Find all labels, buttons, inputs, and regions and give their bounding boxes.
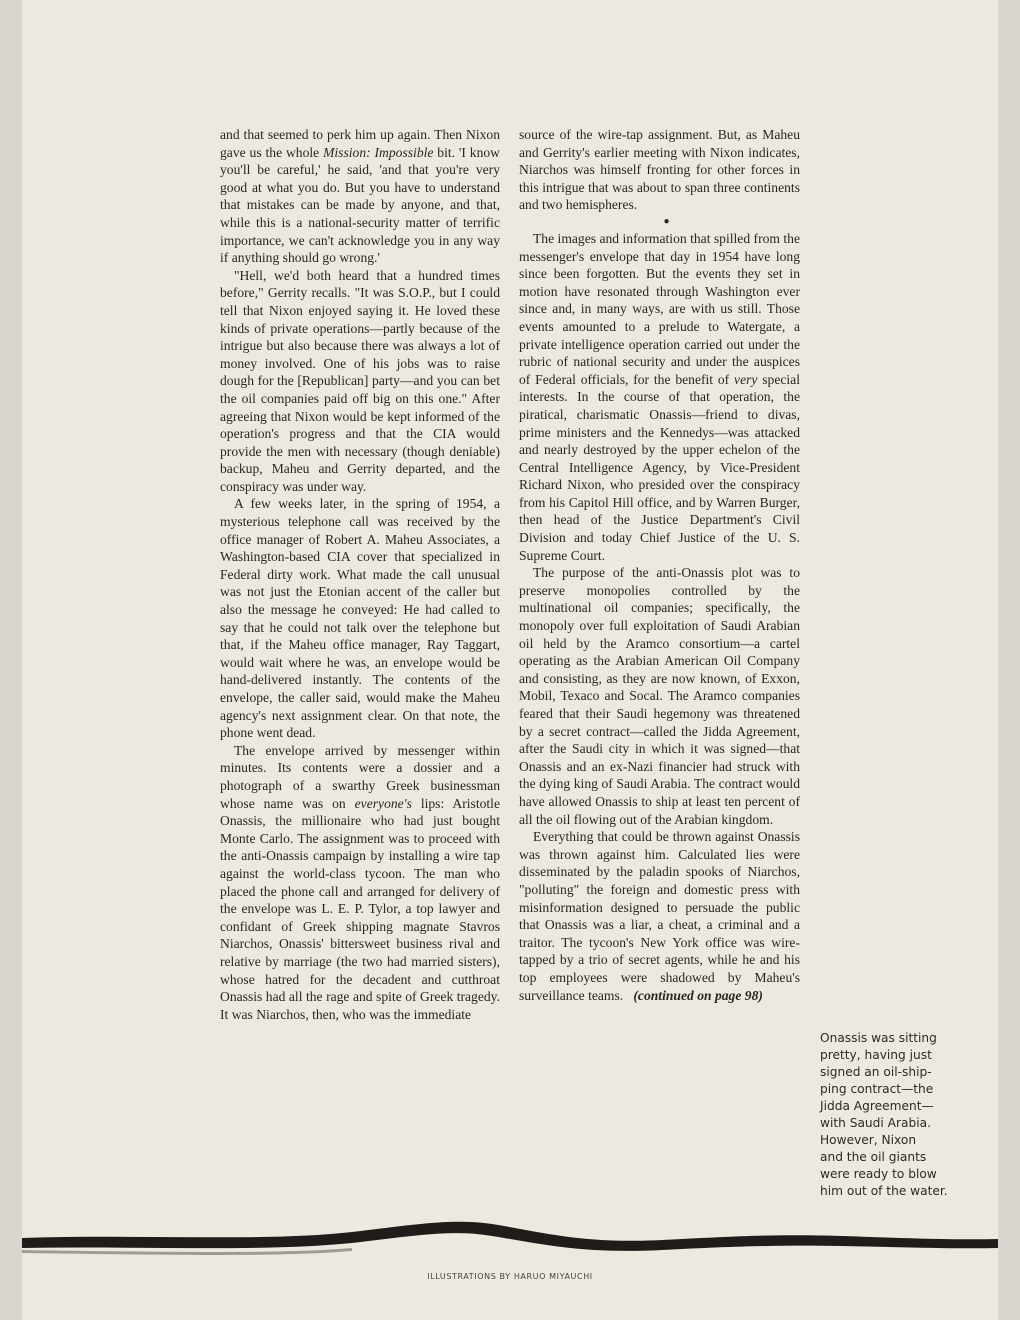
caption-line: Onassis was sitting — [820, 1031, 937, 1045]
caption-line: and the oil giants — [820, 1150, 927, 1164]
caption-line: signed an oil-ship- — [820, 1065, 932, 1079]
paragraph-text: special interests. In the course of that operation, the piratical, charismatic Onassis—friend to divas, prime ministers and the Kennedys—was attacked and nearly destroyed by the upper echelon of the Central Intelligence Agency, by Vice-President Richard Nixon, who presided over the conspiracy from his Capitol Hill office, and by Warren Burger, then head of the Justice Department's Civil Division and today Chief Justice of the U. S. Supreme Court. — [519, 371, 800, 563]
text-column-left — [220, 126, 500, 1023]
paragraph — [519, 828, 800, 1004]
paragraph-text: Everything that could be thrown against Onassis was thrown against him. Calculated lies were disseminated by the paladin spooks of Niarchos, "polluting" the foreign and domestic press with misinformation designed to persuade the public that Onassis was a liar, a cheat, a criminal and a traitor. The tycoon's New York office was wire-tapped by a trio of secret agents, while he and his top employees were shadowed by Maheu's surveillance teams. — [519, 829, 800, 1003]
paragraph: The purpose of the anti-Onassis plot was to preserve monopolies controlled by the multinational oil companies; specifically, the monopoly over full exploitation of Saudi Arabian oil held by the Aramco consortium—a cartel operating as the Arabian American Oil Company and consisting, as they are now known, of Exxon, Mobil, Texaco and Socal. The Aramco companies feared that their Saudi hegemony was threatened by a secret contract—called the Jidda Agreement, after the Saudi city in which it was signed—that Onassis and an ex-Nazi financier had struck with the dying king of Saudi Arabia. The contract would have allowed Onassis to ship at least ten percent of all the oil flowing out of the Arabian kingdom. — [519, 565, 800, 827]
pull-quote-caption — [820, 1030, 960, 1200]
caption-line: were ready to blow — [820, 1167, 937, 1181]
italic-word: everyone's — [354, 795, 412, 811]
paragraph — [220, 742, 500, 1024]
paragraph-text: The envelope arrived by messenger within minutes. Its contents were a dossier and a photograph of a swarthy Greek businessman whose name was on — [220, 742, 500, 811]
paragraph — [519, 230, 800, 564]
continued-note: (continued on page 98) — [633, 987, 763, 1003]
caption-line: him out of the water. — [820, 1184, 948, 1198]
paragraph: "Hell, we'd both heard that a hundred times before," Gerrity recalls. "It was S.O.P., but I could tell that Nixon enjoyed saying it. He loved these kinds of private operations—partly because of the intrigue but also because there was always a lot of money involved. One of his jobs was to raise dough for the [Republican] party—and you can bet the oil companies paid off big on this one." After agreeing that Nixon would be kept informed of the operation's progress and that the CIA would provide the men with necessary (though deniable) backup, Maheu and Gerrity departed, and the conspiracy was under way. — [220, 267, 500, 494]
paragraph: A few weeks later, in the spring of 1954, a mysterious telephone call was received by the office manager of Robert A. Maheu Associates, a Washington-based CIA cover that specialized in Federal dirty work. What made the call unusual was not just the Etonian accent of the caller but also the message he conveyed: He had called to say that he could not talk over the telephone but that, if the Maheu office manager, Ray Taggart, would wait where he was, an envelope would be hand-delivered instantly. The contents of the envelope, the caller said, would make the Maheu agency's next assignment clear. On that note, the phone went dead. — [220, 496, 500, 741]
magazine-page — [22, 0, 998, 1320]
italic-title: Mission: Impossible — [323, 144, 434, 160]
italic-word: very — [734, 371, 758, 387]
paragraph: source of the wire-tap assignment. But, as Maheu and Gerrity's earlier meeting with Nixon indicates, Niarchos was himself fronting for other forces in this intrigue that was about to span three continents and two hemispheres. — [519, 127, 800, 213]
decorative-wave-rule — [22, 1212, 998, 1262]
paragraph — [220, 126, 500, 267]
illustration-credit: ILLUSTRATIONS BY HARUO MIYAUCHI — [427, 1272, 593, 1281]
paragraph-text: bit. 'I know you'll be careful,' he said, 'and that you're very good at what you do. But you have to understand that mistakes can be made by anyone, and that, while this is a national-security matter of terrific importance, we can't acknowledge you in any way if anything should go wrong.' — [220, 144, 500, 266]
paragraph-text: lips: Aristotle Onassis, the millionaire who had just bought Monte Carlo. The assignment was to proceed with the anti-Onassis campaign by installing a wire tap against the world-class tycoon. The man who placed the phone call and arranged for delivery of the envelope was L. E. P. Tylor, a top lawyer and confidant of Greek shipping magnate Stavros Niarchos, Onassis' bittersweet business rival and relative by marriage (the two had married sisters), whose hatred for the decadent and cutthroat Onassis had all the rage and spite of Greek tragedy. It was Niarchos, then, who was the immediate — [220, 795, 500, 1022]
text-column-right — [519, 126, 800, 1004]
caption-line: ping contract—the — [820, 1082, 934, 1096]
section-separator: ● — [663, 215, 670, 227]
caption-line: with Saudi Arabia. — [820, 1116, 931, 1130]
caption-line: However, Nixon — [820, 1133, 917, 1147]
paragraph-text: The images and information that spilled from the messenger's envelope that day in 1954 have long since been forgotten. But the events they set in motion have resonated through Washington ever since and, in many ways, are with us still. Those events amounted to a prelude to Watergate, a private intelligence operation carried out under the rubric of national security and under the auspices of Federal officials, for the benefit of — [519, 230, 800, 387]
caption-line: Jidda Agreement— — [820, 1099, 934, 1113]
paragraph-text: and that seemed to perk him up again. Then Nixon gave us the whole — [220, 127, 500, 160]
caption-line: pretty, having just — [820, 1048, 932, 1062]
